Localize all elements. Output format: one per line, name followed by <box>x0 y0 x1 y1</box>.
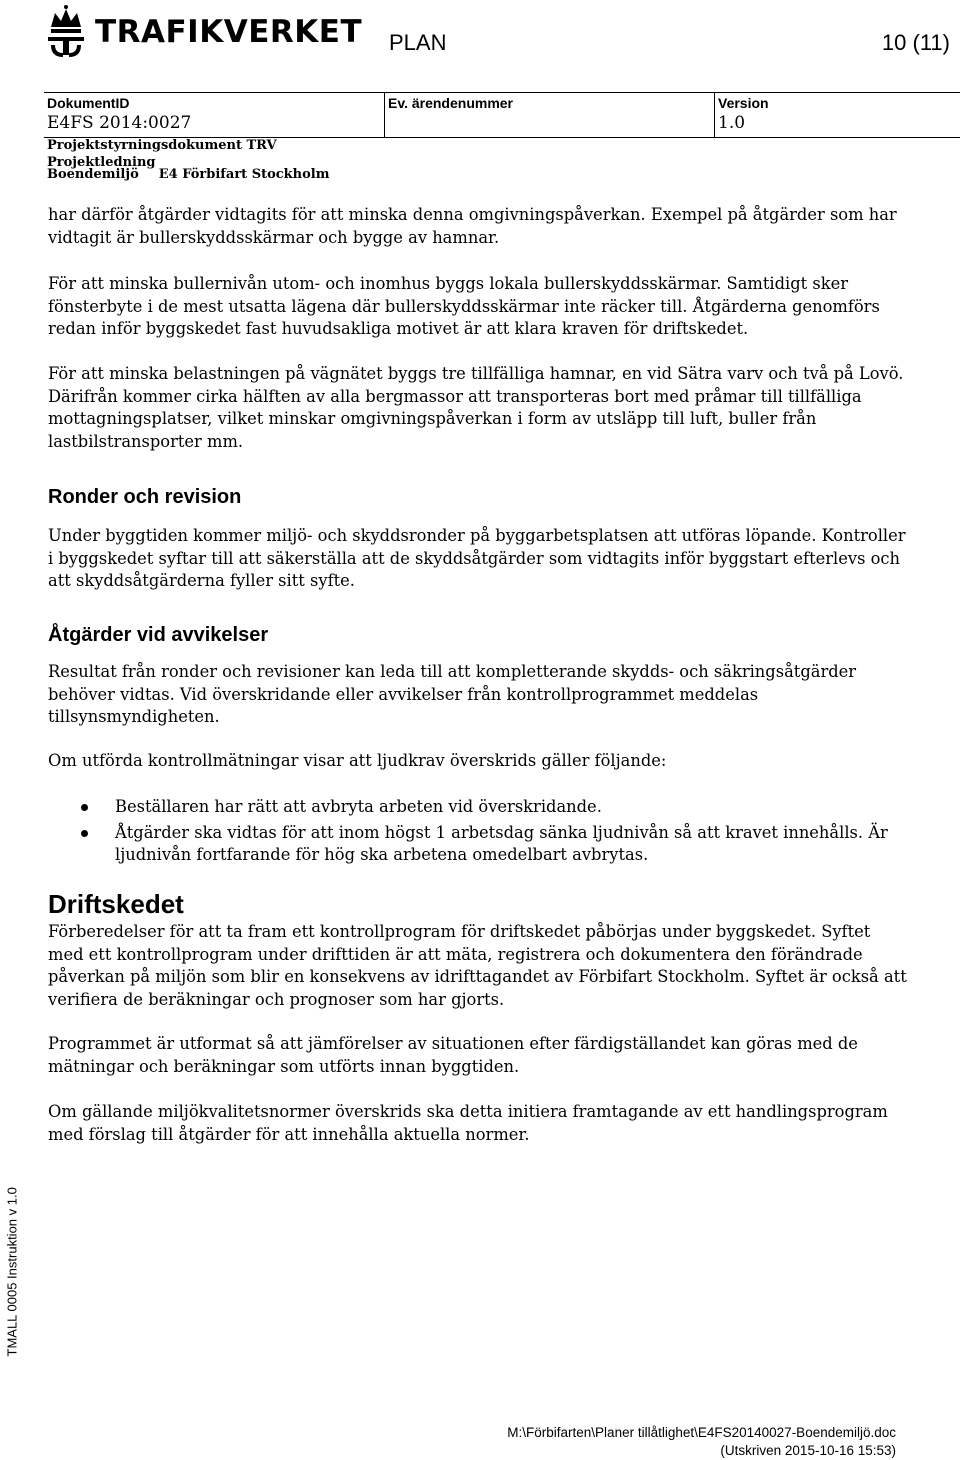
paragraph: För att minska belastningen på vägnätet byggs tre tillfälliga hamnar, en vid Sätra varv och två på Lovö. Därifrån kommer cirka hälften av alla bergmassor att transporteras bort med pråmar till tillfälliga mottagningsplatser, vilket minskar omgivningspåverkan i form av utsläpp till luft, buller från lastbilstransporter mm. <box>48 364 904 451</box>
crown-emblem-icon <box>45 5 87 59</box>
version-value: 1.0 <box>718 113 746 133</box>
bullet-icon <box>81 804 88 811</box>
logo-text: TRAFIKVERKET <box>95 13 363 50</box>
paragraph: För att minska bullernivån utom- och inomhus byggs lokala bullerskyddsskärmar. Samtidigt sker fönsterbyte i de mest utsatta lägena där bullerskyddsskärmar inte räcker till. Åtgärderna genomförs redan inför byggskedet fast huvudsakliga motivet är att klara kraven för driftskedet. <box>48 274 880 338</box>
project-subject <box>47 167 330 182</box>
version-label: Version <box>718 95 769 111</box>
project-unit: Projektledning <box>47 155 156 170</box>
version-cell <box>714 93 960 137</box>
paragraph: Programmet är utformat så att jämförelser av situationen efter färdigställandet kan göras med de mätningar och beräkningar som utförts innan byggtiden. <box>48 1034 858 1076</box>
paragraph: Resultat från ronder och revisioner kan leda till att kompletterande skydds- och säkringsåtgärder behöver vidtas. Vid överskridande eller avvikelser från kontrollprogrammet meddelas tillsynsmyndigheten. <box>48 662 857 726</box>
document-metadata-table <box>44 92 960 138</box>
chapter-heading: Driftskedet <box>48 889 184 919</box>
section-heading: Ronder och revision <box>48 486 242 508</box>
arendenummer-cell <box>384 93 715 137</box>
arendenummer-label: Ev. ärendenummer <box>388 95 514 111</box>
print-timestamp: (Utskriven 2015-10-16 15:53) <box>720 1443 896 1458</box>
trafikverket-logo <box>45 4 362 60</box>
bullet-icon <box>81 830 88 837</box>
document-type: PLAN <box>389 30 447 55</box>
paragraph: Under byggtiden kommer miljö- och skyddsronder på byggarbetsplatsen att utföras löpande. Kontroller i byggskedet syftar till att säkerställa att de skyddsåtgärder som vidtagits inför byggstart efterlevs och att skyddsåtgärderna fyller sitt syfte. <box>48 526 906 590</box>
list-item: Åtgärder ska vidtas för att inom högst 1 arbetsdag sänka ljudnivån så att kravet innehålls. Är ljudnivån fortfarande för hög ska arbetena omedelbart avbrytas. <box>48 822 908 867</box>
paragraph: har därför åtgärder vidtagits för att minska denna omgivningspåverkan. Exempel på åtgärder som har vidtagit är bullerskyddsskärmar och bygge av hamnar. <box>48 205 897 247</box>
requirement-list <box>48 796 908 870</box>
paragraph: Om gällande miljökvalitetsnormer överskrids ska detta initiera framtagande av ett handlingsprogram med förslag till åtgärder för att innehålla aktuella normer. <box>48 1102 888 1144</box>
list-item: Beställaren har rätt att avbryta arbeten vid överskridande. <box>48 796 908 819</box>
page-number: 10 (11) <box>881 30 950 55</box>
paragraph: Om utförda kontrollmätningar visar att ljudkrav överskrids gäller följande: <box>48 751 667 770</box>
dokumentid-label: DokumentID <box>47 95 130 111</box>
project-document-type: Projektstyrningsdokument TRV <box>47 138 277 153</box>
project-name: E4 Förbifart Stockholm <box>158 167 330 182</box>
section-heading: Åtgärder vid avvikelser <box>48 624 269 646</box>
file-path: M:\Förbifarten\Planer tillåtlighet\E4FS20140027-Boendemiljö.doc <box>507 1425 896 1440</box>
dokumentid-cell <box>44 93 384 137</box>
template-identifier: TMALL 0005 Instruktion v 1.0 <box>4 1187 20 1357</box>
paragraph: Förberedelser för att ta fram ett kontrollprogram för driftskedet påbörjas under byggskedet. Syftet med ett kontrollprogram under drifttiden är att mäta, registrera och dokumentera den förändrade påverkan på miljön som blir en konsekvens av idrifttagandet av Förbifart Stockholm. Syftet är också att verifiera de beräkningar och prognoser som har gjorts. <box>48 922 907 1009</box>
dokumentid-value: E4FS 2014:0027 <box>47 113 192 133</box>
project-subject-label: Boendemiljö <box>47 167 139 182</box>
